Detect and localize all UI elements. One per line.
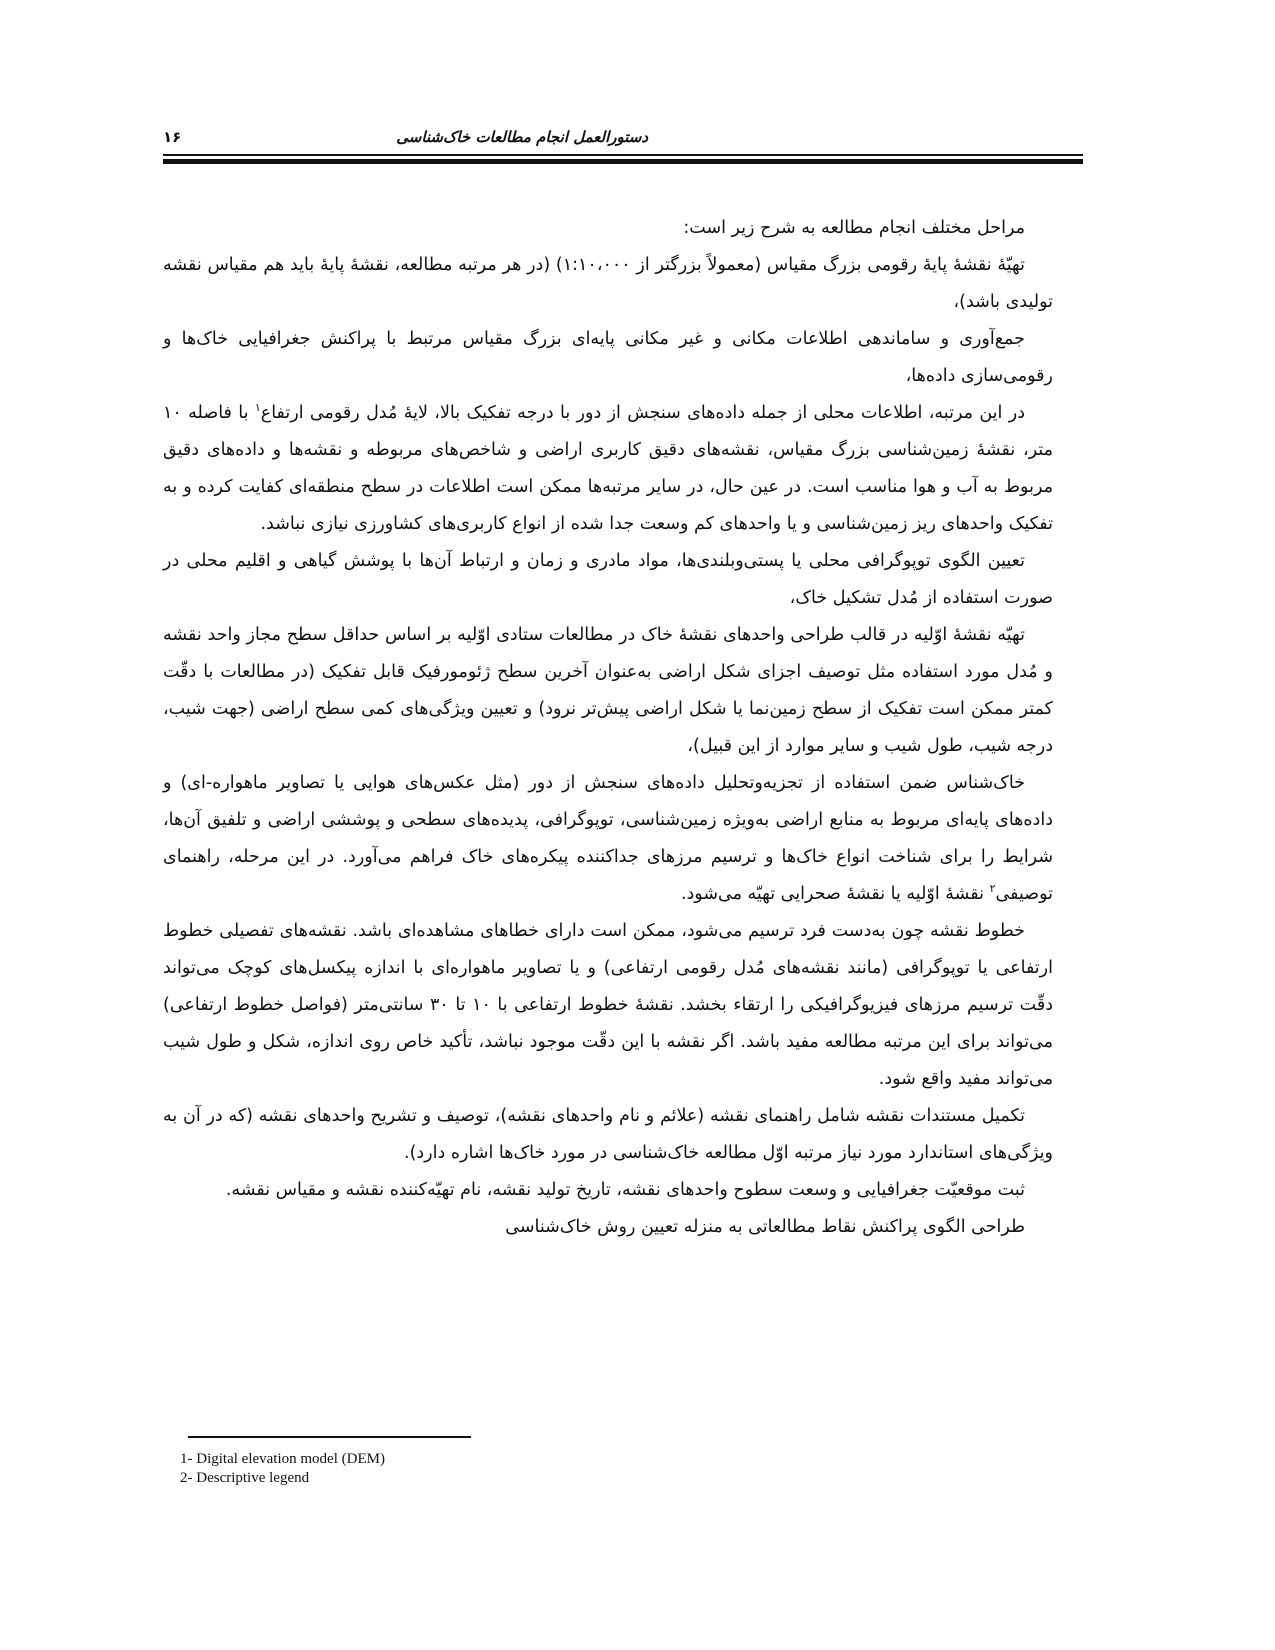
paragraph-text: نقشهٔ اوّلیه یا نقشهٔ صحرایی تهیّه می‌شود. [680,884,990,904]
paragraph: تهیّهٔ نقشهٔ پایهٔ رقومی بزرگ مقیاس (معمولاً بزرگتر از ۱:۱۰،۰۰۰) (در هر مرتبه مطالعه، نقشهٔ پایهٔ باید هم مقیاس نقشه تولیدی باشد)، [163,255,1053,312]
body-text [163,210,1053,1246]
footnotes [180,1450,780,1488]
footnote-separator [188,1436,471,1438]
paragraph [163,395,1053,543]
paragraph: ثبت موقعیّت جغرافیایی و وسعت سطوح واحدهای نقشه، تاریخ تولید نقشه، نام تهیّه‌کننده نقشه و مقیاس نقشه. [225,1180,1025,1200]
paragraph: تعیین الگوی توپوگرافی محلی یا پستی‌وبلندی‌ها، مواد مادری و زمان و ارتباط آن‌ها با پوشش گیاهی و اقلیم محلی در صورت استفاده از مُدل تشکیل خاک، [163,551,1053,608]
paragraph: جمع‌آوری و ساماندهی اطلاعات مکانی و غیر مکانی پایه‌ای بزرگ مقیاس مرتبط با پراکنش جغرافیایی خاک‌ها و رقومی‌سازی داده‌ها، [163,329,1053,386]
header-rule-thin [163,154,1083,156]
footnote-marker: ۲ [989,882,996,896]
paragraph: طراحی الگوی پراکنش نقاط مطالعاتی به منزله تعیین روش خاک‌شناسی [505,1217,1025,1237]
footnote-marker: ۱ [254,401,261,415]
paragraph: تکمیل مستندات نقشه شامل راهنمای نقشه (علائم و نام واحدهای نقشه)، توصیف و تشریح واحدهای نقشه (که در آن به ویژگی‌های استاندارد مورد نیاز مرتبه اوّل مطالعه خاک‌شناسی در مورد خاک‌ها اشاره دارد). [163,1106,1053,1163]
header-rule-thick [163,159,1083,164]
paragraph [163,765,1053,913]
paragraph-text: خاک‌شناس ضمن استفاده از تجزیه‌وتحلیل داده‌های سنجش از دور (مثل عکس‌های هوایی یا تصاویر ماهواره-ای) و داده‌های پایه‌ای مربوط به منابع اراضی به‌ویژه زمین‌شناسی، توپوگرافی، پدیده‌های سطحی و پوششی اراضی و تلفیق آن‌ها، شرایط را برای شناخت انواع خاک‌ها و ترسیم مرزهای جداکننده پیکره‌های خاک فراهم می‌آورد. در این مرحله، راهنمای توصیفی [163,773,1053,904]
paragraph: تهیّه نقشهٔ اوّلیه در قالب طراحی واحدهای نقشهٔ خاک در مطالعات ستادی اوّلیه بر اساس حداقل سطح مجاز واحد نقشه و مُدل مورد استفاده مثل توصیف اجزای شکل اراضی به‌عنوان آخرین سطح ژئومورفیک قابل تفکیک (در مطالعات با دقّت کمتر ممکن است تفکیک از سطح زمین‌نما یا شکل اراضی پیش‌تر نرود) و تعیین ویژگی‌های کمی سطح اراضی (جهت شیب، درجه شیب، طول شیب و سایر موارد از این قبیل)، [163,625,1053,756]
page-number: ۱۶ [163,128,182,146]
paragraph-text: با فاصله ۱۰ متر، نقشهٔ زمین‌شناسی بزرگ مقیاس، نقشه‌های دقیق کاربری اراضی و شاخص‌های مربوطه و نقشه‌ها و داده‌های دقیق مربوط به آب و هوا مناسب است. در عین حال، در سایر مرتبه‌ها ممکن است اطلاعات در سطح منطقه‌ای کفایت کرده و به تفکیک واحدهای ریز زمین‌شناسی و یا واحدهای کم وسعت جدا شده از انواع کاربری‌های کشاورزی نیازی نباشد. [163,403,1053,534]
footnote-2: 2- Descriptive legend [180,1470,310,1486]
paragraph: مراحل مختلف انجام مطالعه به شرح زیر است: [683,218,1025,238]
paragraph: خطوط نقشه چون به‌دست فرد ترسیم می‌شود، ممکن است دارای خطاهای مشاهده‌ای باشد. نقشه‌های تفصیلی خطوط ارتفاعی یا توپوگرافی (مانند نقشه‌های مُدل رقومی ارتفاعی) و یا تصاویر ماهواره‌ای با اندازه پیکسل‌های کوچک می‌تواند دقّت ترسیم مرزهای فیزیوگرافیکی را ارتقاء بخشد. نقشهٔ خطوط ارتفاعی با ۱۰ تا ۳۰ سانتی‌متر (فواصل خطوط ارتفاعی) می‌تواند برای این مرتبه مطالعه مفید باشد. اگر نقشه با این دقّت موجود نباشد، تأکید خاص روی اندازه، شکل و طول شیب می‌تواند مفید واقع شود. [163,921,1054,1089]
page-header [163,128,1083,152]
footnote-1: 1- Digital elevation model (DEM) [180,1451,385,1467]
running-title: دستورالعمل انجام مطالعات خاک‌شناسی [396,128,648,146]
paragraph-text: در این مرتبه، اطلاعات محلی از جمله داده‌های سنجش از دور با درجه تفکیک بالا، لایهٔ مُدل رقومی ارتفاع [260,403,1025,423]
